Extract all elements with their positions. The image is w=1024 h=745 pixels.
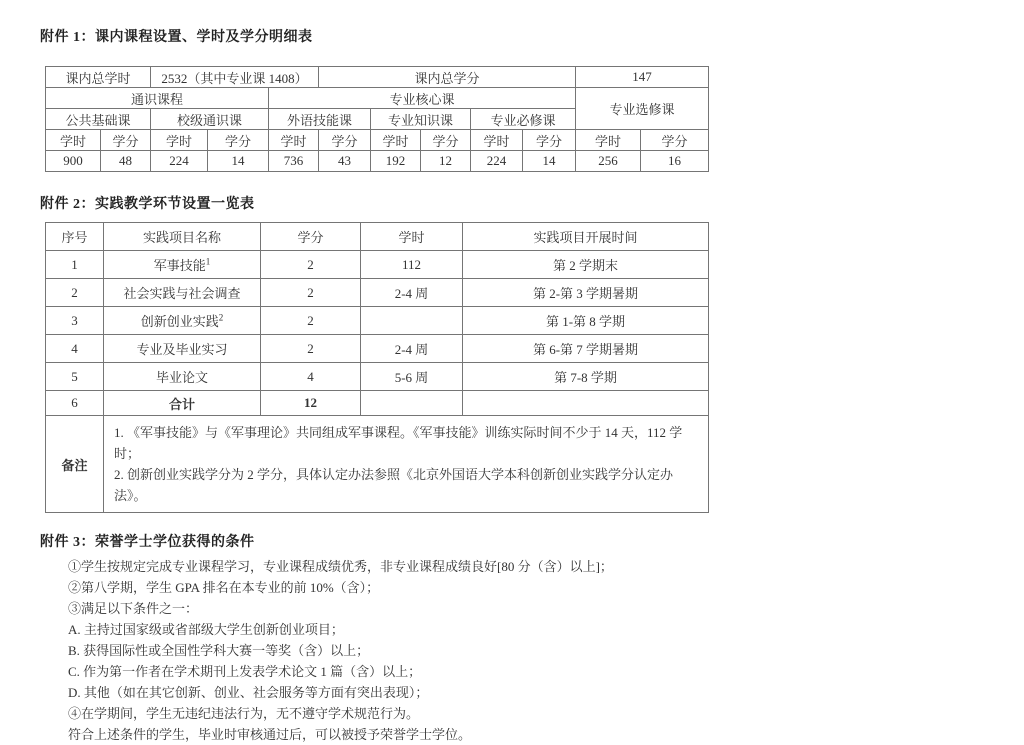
header-cell: 实践项目名称	[104, 223, 261, 251]
project-name: 创新创业实践	[140, 314, 219, 329]
category-cell: 校级通识课	[151, 109, 269, 130]
credit-cell: 4	[261, 363, 361, 391]
hours-label-cell: 学时	[46, 130, 101, 151]
hours-label-cell: 学时	[371, 130, 421, 151]
hours-cell	[361, 391, 463, 416]
table-row	[46, 307, 709, 335]
hours-cell: 5-6 周	[361, 363, 463, 391]
project-name: 毕业论文	[155, 370, 208, 385]
condition-line: ③满足以下条件之一：	[68, 601, 199, 616]
total-credit-cell: 12	[261, 391, 361, 416]
row-no-cell: 2	[46, 279, 104, 307]
category-cell: 公共基础课	[46, 109, 151, 130]
value-cell: 224	[151, 151, 208, 172]
group-general-cell: 通识课程	[46, 88, 269, 109]
table-row	[46, 130, 709, 151]
attachment2-title: 附件 2：实践教学环节设置一览表	[40, 197, 255, 212]
hours-label-cell: 学时	[269, 130, 319, 151]
project-name: 军事技能	[153, 258, 206, 273]
hours-cell	[361, 307, 463, 335]
condition-line: D. 其他（如在其它创新、创业、社会服务等方面有突出表现）；	[68, 685, 429, 700]
condition-line: B. 获得国际性或全国性学科大赛一等奖（含）以上；	[68, 643, 370, 658]
table-row	[46, 88, 709, 109]
project-name-cell	[104, 279, 261, 307]
value-cell: 736	[269, 151, 319, 172]
category-cell: 专业必修课	[471, 109, 576, 130]
total-row	[46, 391, 709, 416]
value-cell: 48	[101, 151, 151, 172]
attachment1-title: 附件 1：课内课程设置、学时及学分明细表	[40, 30, 313, 45]
project-name: 社会实践与社会调查	[123, 286, 241, 301]
hours-label-cell: 学时	[151, 130, 208, 151]
hours-label-cell: 学时	[471, 130, 523, 151]
hours-label-cell: 学时	[576, 130, 641, 151]
remark-line: 1. 《军事技能》与《军事理论》共同组成军事课程。《军事技能》训练实际时间不少于 14 天，112 学时；	[114, 425, 683, 461]
credits-label-cell: 学分	[641, 130, 709, 151]
remark-line: 2. 创新创业实践学分为 2 学分，具体认定办法参照《北京外国语大学本科创新创业实践学分认定办法》。	[114, 467, 674, 503]
practice-teaching-table	[45, 222, 709, 513]
condition-line: C. 作为第一作者在学术期刊上发表学术论文 1 篇（含）以上；	[68, 664, 422, 679]
condition-line: ①学生按规定完成专业课程学习，专业课程成绩优秀，非专业课程成绩良好[80 分（含）以上]；	[68, 559, 613, 574]
time-cell: 第 7-8 学期	[463, 363, 709, 391]
header-cell: 学分	[261, 223, 361, 251]
time-cell: 第 6-第 7 学期暑期	[463, 335, 709, 363]
footnote-marker: 1	[205, 256, 211, 267]
value-cell: 16	[641, 151, 709, 172]
condition-line: ②第八学期，学生 GPA 排名在本专业的前 10%（含）；	[68, 580, 380, 595]
table-row	[46, 335, 709, 363]
remark-body-cell	[104, 416, 709, 513]
value-cell: 14	[208, 151, 269, 172]
total-hours-value-cell: 2532（其中专业课 1408）	[151, 67, 319, 88]
table-header-row	[46, 223, 709, 251]
value-cell: 12	[421, 151, 471, 172]
time-cell: 第 2-第 3 学期暑期	[463, 279, 709, 307]
project-name-cell	[104, 335, 261, 363]
time-cell: 第 2 学期末	[463, 251, 709, 279]
header-cell: 序号	[46, 223, 104, 251]
table-row	[46, 151, 709, 172]
attachment3-title: 附件 3：荣誉学士学位获得的条件	[40, 535, 255, 550]
hours-cell: 112	[361, 251, 463, 279]
project-name-cell	[104, 363, 261, 391]
credits-label-cell: 学分	[421, 130, 471, 151]
total-label-cell: 合计	[104, 391, 261, 416]
hours-cell: 2-4 周	[361, 279, 463, 307]
category-cell: 外语技能课	[269, 109, 371, 130]
credits-label-cell: 学分	[208, 130, 269, 151]
row-no-cell: 6	[46, 391, 104, 416]
credits-label-cell: 学分	[319, 130, 371, 151]
table-row	[46, 251, 709, 279]
time-cell	[463, 391, 709, 416]
total-hours-label-cell: 课内总学时	[46, 67, 151, 88]
value-cell: 900	[46, 151, 101, 172]
credit-cell: 2	[261, 307, 361, 335]
course-hours-credits-table	[45, 66, 709, 172]
project-name: 专业及毕业实习	[136, 342, 228, 357]
credit-cell: 2	[261, 251, 361, 279]
group-core-cell: 专业核心课	[269, 88, 576, 109]
time-cell: 第 1-第 8 学期	[463, 307, 709, 335]
header-cell: 学时	[361, 223, 463, 251]
total-credits-label-cell: 课内总学分	[319, 67, 576, 88]
credit-cell: 2	[261, 335, 361, 363]
condition-line: 符合上述条件的学生，毕业时审核通过后，可以被授予荣誉学士学位。	[68, 727, 472, 742]
category-cell: 专业知识课	[371, 109, 471, 130]
project-name-cell	[104, 251, 261, 279]
credit-cell: 2	[261, 279, 361, 307]
value-cell: 224	[471, 151, 523, 172]
condition-line: A. 主持过国家级或省部级大学生创新创业项目；	[68, 622, 344, 637]
value-cell: 14	[523, 151, 576, 172]
row-no-cell: 4	[46, 335, 104, 363]
credits-label-cell: 学分	[101, 130, 151, 151]
group-elective-cell: 专业选修课	[576, 88, 709, 130]
project-name-cell	[104, 307, 261, 335]
remark-label-cell: 备注	[46, 416, 104, 513]
honors-conditions-list	[68, 556, 730, 745]
table-row	[46, 363, 709, 391]
value-cell: 43	[319, 151, 371, 172]
row-no-cell: 1	[46, 251, 104, 279]
footnote-marker: 2	[218, 312, 224, 323]
row-no-cell: 5	[46, 363, 104, 391]
total-credits-value-cell: 147	[576, 67, 709, 88]
value-cell: 256	[576, 151, 641, 172]
table-row	[46, 67, 709, 88]
header-cell: 实践项目开展时间	[463, 223, 709, 251]
condition-line: ④在学期间，学生无违纪违法行为，无不遵守学术规范行为。	[68, 706, 420, 721]
row-no-cell: 3	[46, 307, 104, 335]
value-cell: 192	[371, 151, 421, 172]
credits-label-cell: 学分	[523, 130, 576, 151]
hours-cell: 2-4 周	[361, 335, 463, 363]
table-row	[46, 279, 709, 307]
remark-row	[46, 416, 709, 513]
